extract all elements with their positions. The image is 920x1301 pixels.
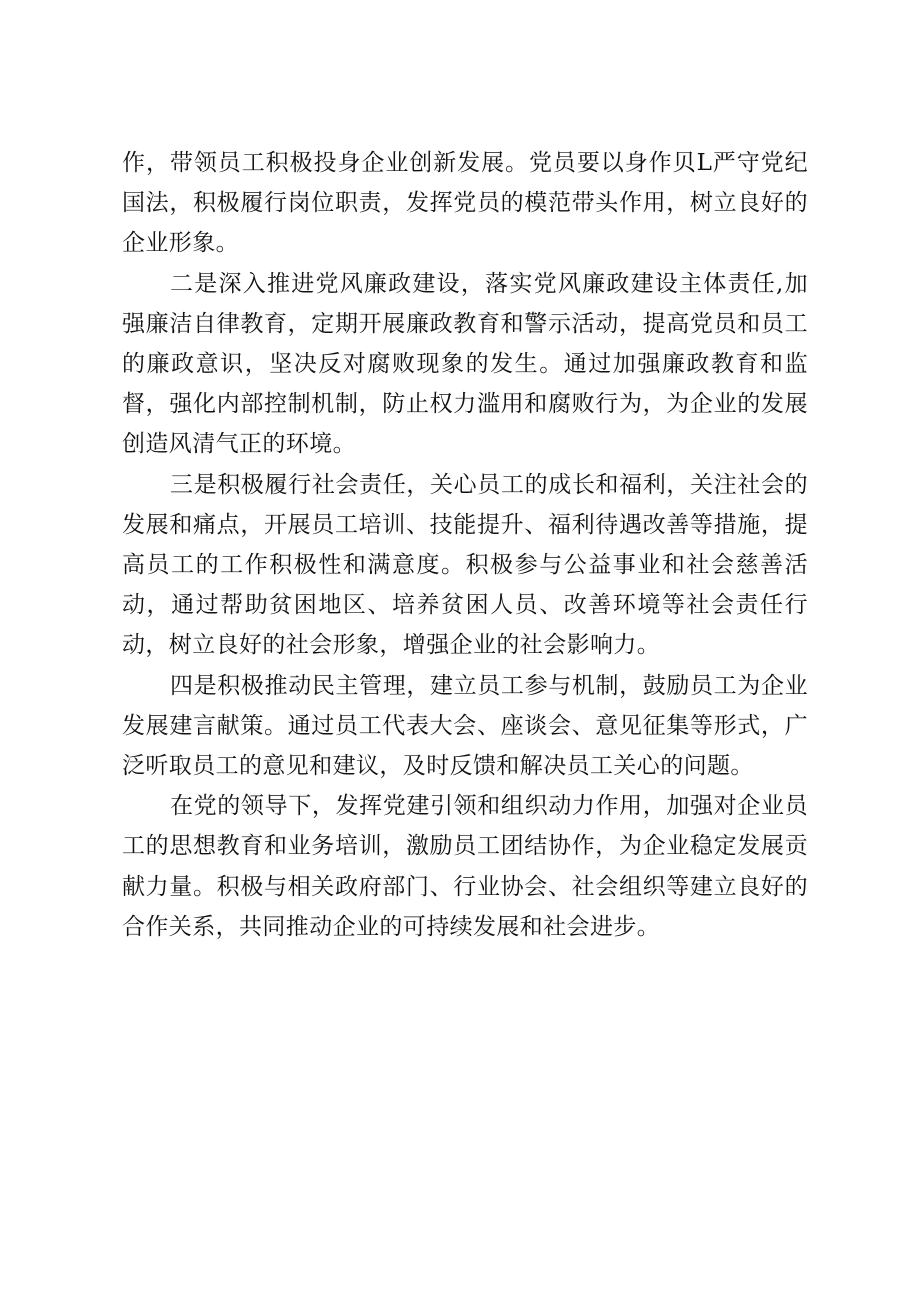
- paragraph-social-responsibility: 三是积极履行社会责任，关心员工的成长和福利，关注社会的发展和痛点，开展员工培训、技能提升、福利待遇改善等措施，提高员工的工作积极性和满意度。积极参与公益事业和社会慈善活动，通过帮助贫困地区、培养贫困人员、改善环境等社会责任行动，树立良好的社会形象，增强企业的社会影响力。: [122, 471, 808, 659]
- paragraph-democratic-management: 四是积极推动民主管理，建立员工参与机制，鼓励员工为企业发展建言献策。通过员工代表大会、座谈会、意见征集等形式，广泛听取员工的意见和建议，及时反馈和解决员工关心的问题。: [122, 672, 808, 780]
- paragraph-party-leadership: 在党的领导下，发挥党建引领和组织动力作用，加强对企业员工的思想教育和业务培训，激励员工团结协作，为企业稳定发展贡献力量。积极与相关政府部门、行业协会、社会组织等建立良好的合作关系，共同推动企业的可持续发展和社会进步。: [122, 793, 808, 940]
- paragraph-continuation: 作，带领员工积极投身企业创新发展。党员要以身作贝L严守党纪国法，积极履行岗位职责，发挥党员的模范带头作用，树立良好的企业形象。: [122, 150, 808, 257]
- document-body: [122, 143, 808, 947]
- paragraph-party-conduct: 二是深入推进党风廉政建设，落实党风廉政建设主体责任,加强廉洁自律教育，定期开展廉政教育和警示活动，提高党员和员工的廉政意识，坚决反对腐败现象的发生。通过加强廉政教育和监督，强化内部控制机制，防止权力滥用和腐败行为，为企业的发展创造风清气正的环境。: [122, 270, 808, 458]
